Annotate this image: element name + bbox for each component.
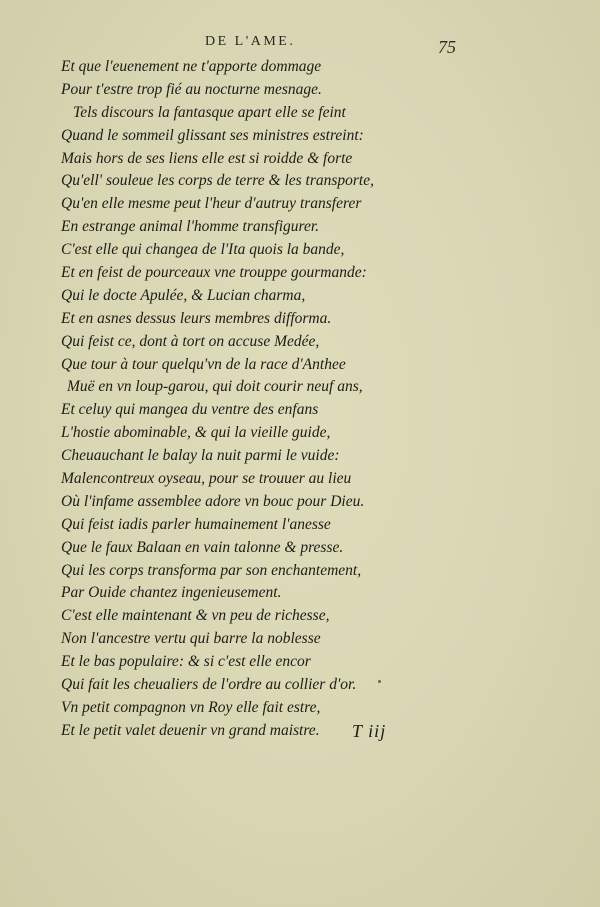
- verse-line: Et le petit valet deuenir vn grand maistre.: [61, 721, 320, 739]
- verse-line: En estrange animal l'homme transfigurer.: [61, 218, 320, 236]
- verse-line: Et en feist de pourceaux vne trouppe gourmande:: [61, 264, 367, 282]
- verse-line: Qui feist ce, dont à tort on accuse Medée,: [61, 332, 320, 350]
- verse-line: Quand le sommeil glissant ses ministres estreint:: [61, 126, 364, 144]
- verse-line: Qui le docte Apulée, & Lucian charma,: [61, 286, 306, 304]
- ink-speck: [378, 680, 381, 683]
- verse-line: Muë en vn loup-garou, qui doit courir neuf ans,: [67, 378, 363, 396]
- verse-line: Où l'infame assemblee adore vn bouc pour Dieu.: [61, 492, 365, 510]
- verse-line: Vn petit compagnon vn Roy elle fait estre,: [61, 698, 321, 716]
- verse-line: Qui fait les cheualiers de l'ordre au collier d'or.: [61, 676, 357, 694]
- verse-line: Que le faux Balaan en vain talonne & presse.: [61, 538, 344, 556]
- verse-line: Qu'ell' souleue les corps de terre & les transporte,: [61, 172, 374, 190]
- verse-line: Que tour à tour quelqu'vn de la race d'Anthee: [61, 355, 346, 373]
- verse-line: Et celuy qui mangea du ventre des enfans: [61, 401, 319, 419]
- verse-line: Et le bas populaire: & si c'est elle encor: [61, 653, 311, 671]
- verse-line: Qui feist iadis parler humainement l'anesse: [61, 515, 331, 533]
- verse-line: L'hostie abominable, & qui la vieille guide,: [61, 424, 331, 442]
- signature-mark: T iij: [352, 721, 387, 741]
- verse-line: Non l'ancestre vertu qui barre la noblesse: [61, 630, 321, 648]
- verse-line: Pour t'estre trop fié au nocturne mesnage.: [61, 80, 322, 98]
- verse-line: Par Ouide chantez ingenieusement.: [61, 584, 282, 602]
- verse-line: Et en asnes dessus leurs membres difforma.: [61, 309, 332, 327]
- verse-line: Cheuauchant le balay la nuit parmi le vuide:: [61, 447, 340, 465]
- verse-line: Malencontreux oyseau, pour se trouuer au lieu: [61, 470, 352, 488]
- running-head: DE L'AME.: [205, 34, 296, 49]
- verse-line: C'est elle maintenant & vn peu de richesse,: [61, 607, 330, 625]
- verse-line: Tels discours la fantasque apart elle se feint: [73, 103, 346, 121]
- verse-line: Et que l'euenement ne t'apporte dommage: [61, 58, 322, 75]
- verse-block: [61, 56, 581, 743]
- verse-line: Mais hors de ses liens elle est si roidde & forte: [61, 149, 353, 167]
- page-number: 75: [438, 37, 456, 57]
- verse-line: Qui les corps transforma par son enchantement,: [61, 561, 362, 579]
- verse-line: C'est elle qui changea de l'Ita quois la bande,: [61, 241, 345, 259]
- verse-line: Qu'en elle mesme peut l'heur d'autruy transferer: [61, 195, 362, 213]
